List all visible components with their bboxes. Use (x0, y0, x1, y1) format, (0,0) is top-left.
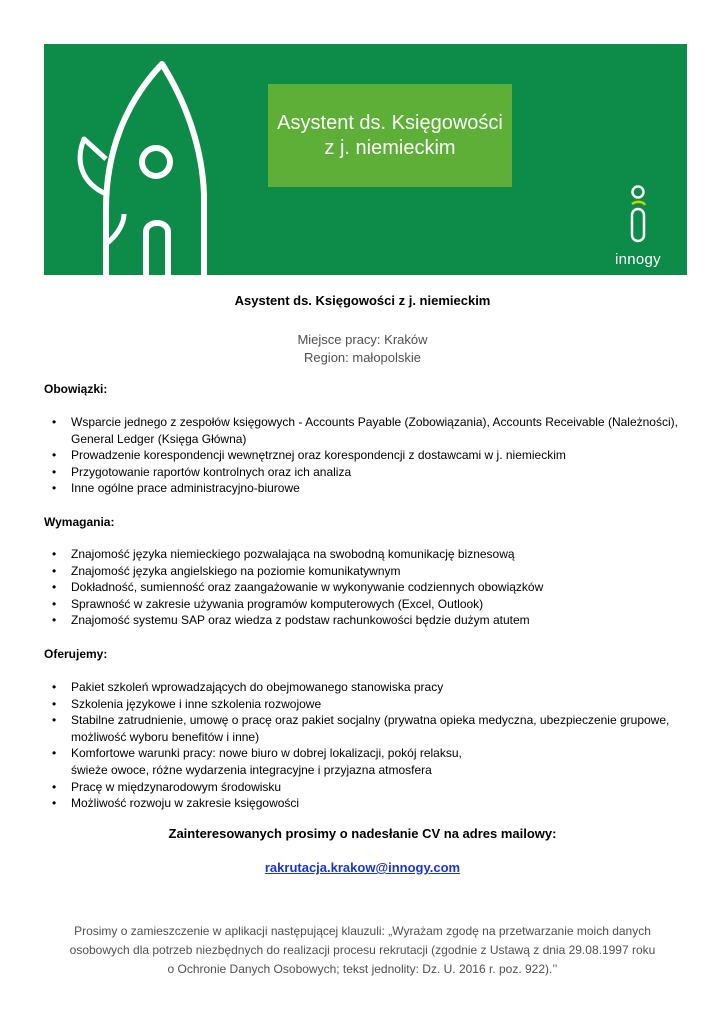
logo-text: innogy (614, 251, 661, 268)
banner-title-line2: z j. niemieckim (324, 136, 456, 159)
duties-heading: Obowiązki: (44, 382, 108, 396)
innogy-logo (603, 184, 673, 268)
job-title: Asystent ds. Księgowości z j. niemieckim (234, 293, 491, 308)
list-item: • Znajomość systemu SAP oraz wiedza z podstaw rachunkowości będzie dużym atutem (44, 612, 694, 629)
consent-clause (0, 922, 725, 979)
innogy-logo-icon (603, 184, 673, 248)
list-item: • Przygotowanie raportów kontrolnych oraz ich analiza (44, 464, 694, 481)
work-region: Region: małopolskie (303, 350, 422, 365)
list-item: • Wsparcie jednego z zespołów księgowych - Accounts Payable (Zobowiązania), Accounts Receivable (Należności), General Ledger (Księga Główna) (44, 414, 694, 447)
clause-line: Prosimy o zamieszczenie w aplikacji następującej klauzuli: „Wyrażam zgodę na przetwarzanie moich danych (74, 924, 651, 938)
offer-list (44, 679, 680, 812)
duties-list (44, 414, 694, 497)
list-item: • Komfortowe warunki pracy: nowe biuro w dobrej lokalizacji, pokój relaksu, świeże owoce, różne wydarzenia integracyjne i przyjazna atmosfera (44, 745, 491, 778)
list-item: • Stabilne zatrudnienie, umowę o pracę oraz pakiet socjalny (prywatna opieka medyczna, ubezpieczenie grupowe, możliwość wyboru benefitów i inne) (44, 712, 680, 745)
work-location: Miejsce pracy: Kraków (297, 332, 428, 347)
list-item: • Prowadzenie korespondencji wewnętrznej oraz korespondencji z dostawcami w j. niemieckim (44, 447, 694, 464)
header-banner (44, 44, 687, 275)
list-item: • Możliwość rozwoju w zakresie księgowości (44, 795, 680, 812)
banner-title-line1: Asystent ds. Księgowości (277, 111, 503, 134)
list-item: • Szkolenia językowe i inne szkolenia rozwojowe (44, 696, 680, 713)
list-item: • Pakiet szkoleń wprowadzających do obejmowanego stanowiska pracy (44, 679, 680, 696)
list-item: • Znajomość języka niemieckiego pozwalająca na swobodną komunikację biznesową (44, 546, 694, 563)
list-item: • Sprawność w zakresie używania programów komputerowych (Excel, Outlook) (44, 596, 694, 613)
banner-title-box (268, 84, 512, 187)
list-item: • Znajomość języka angielskiego na poziomie komunikatywnym (44, 563, 694, 580)
list-item: • Inne ogólne prace administracyjno-biurowe (44, 480, 694, 497)
clause-line: osobowych dla potrzeb niezbędnych do realizacji procesu rekrutacji (zgodnie z Ustawą z dnia 29.08.1997 roku (69, 943, 656, 957)
rocket-icon (44, 44, 244, 275)
requirements-list (44, 546, 694, 629)
list-item: • Pracę w międzynarodowym środowisku (44, 779, 680, 796)
requirements-heading: Wymagania: (44, 515, 115, 529)
email-link[interactable]: rakrutacja.krakow@innogy.com (264, 860, 461, 875)
list-item: • Dokładność, sumienność oraz zaangażowanie w wykonywanie codziennych obowiązków (44, 579, 694, 596)
offer-heading: Oferujemy: (44, 647, 108, 661)
clause-line: o Ochronie Danych Osobowych; tekst jednolity: Dz. U. 2016 r. poz. 922).’’ (167, 962, 558, 976)
cta-text: Zainteresowanych prosimy o nadesłanie CV na adres mailowy: (168, 826, 557, 841)
location-block (0, 331, 725, 367)
